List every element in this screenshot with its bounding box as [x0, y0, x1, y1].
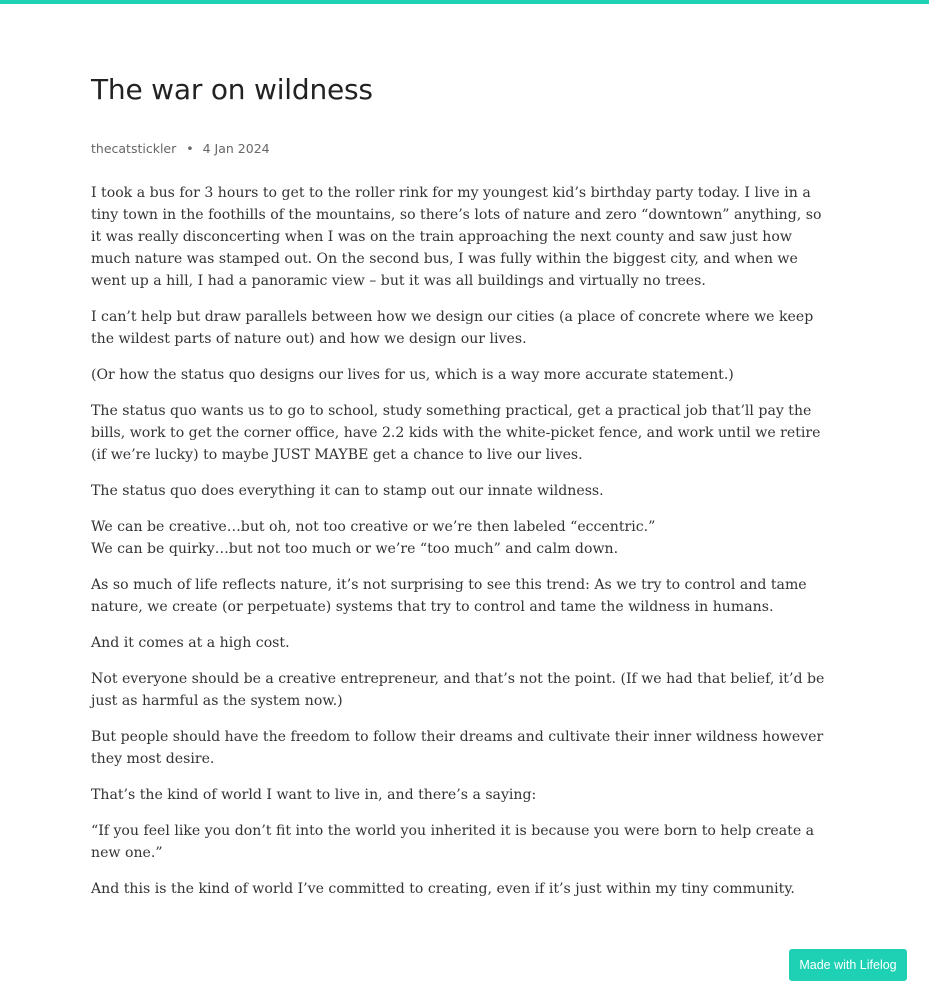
paragraph: And it comes at a high cost.	[91, 635, 290, 651]
paragraph: I can’t help but draw parallels between how we design our cities (a place of concrete where we keep the wildest parts of nature out) and how we design our lives.	[91, 309, 814, 347]
article-body	[91, 182, 831, 900]
publish-date: 4 Jan 2024	[202, 141, 270, 156]
paragraph: And this is the kind of world I’ve committed to creating, even if it’s just within my tiny community.	[91, 881, 795, 897]
top-accent-bar	[0, 0, 929, 4]
paragraph: But people should have the freedom to follow their dreams and cultivate their inner wildness however they most desire.	[91, 729, 824, 767]
author-name[interactable]: thecatstickler	[91, 141, 177, 156]
paragraph: I took a bus for 3 hours to get to the roller rink for my youngest kid’s birthday party today. I live in a tiny town in the foothills of the mountains, so there’s lots of nature and zero “downtown” anything, so it was really disconcerting when I was on the train approaching the next county and saw just how much nature was stamped out. On the second bus, I was fully within the biggest city, and when we went up a hill, I had a panoramic view – but it was all buildings and virtually no trees.	[91, 185, 822, 289]
paragraph: The status quo does everything it can to stamp out our innate wildness.	[91, 483, 604, 499]
paragraph: Not everyone should be a creative entrepreneur, and that’s not the point. (If we had that belief, it’d be just as harmful as the system now.)	[91, 671, 825, 709]
article-meta	[91, 140, 831, 158]
page-title: The war on wildness	[91, 73, 373, 106]
paragraph-line: We can be quirky…but not too much or we’re “too much” and calm down.	[91, 541, 619, 557]
meta-separator: •	[186, 141, 194, 156]
paragraph: As so much of life reflects nature, it’s not surprising to see this trend: As we try to control and tame nature, we create (or perpetuate) systems that try to control and tame the wildness in humans.	[91, 577, 807, 615]
paragraph-line: We can be creative…but oh, not too creative or we’re then labeled “eccentric.”	[91, 519, 656, 535]
paragraph: The status quo wants us to go to school, study something practical, get a practical job that’ll pay the bills, work to get the corner office, have 2.2 kids with the white-picket fence, and work until we retire (if we’re lucky) to maybe JUST MAYBE get a chance to live our lives.	[91, 403, 821, 463]
paragraph: That’s the kind of world I want to live in, and there’s a saying:	[91, 787, 537, 803]
article	[91, 60, 831, 914]
paragraph	[91, 516, 831, 560]
paragraph: (Or how the status quo designs our lives for us, which is a way more accurate statement.)	[91, 367, 734, 383]
paragraph: “If you feel like you don’t fit into the world you inherited it is because you were born to help create a new one.”	[91, 823, 815, 861]
made-with-lifelog-button[interactable]: Made with Lifelog	[789, 949, 907, 981]
